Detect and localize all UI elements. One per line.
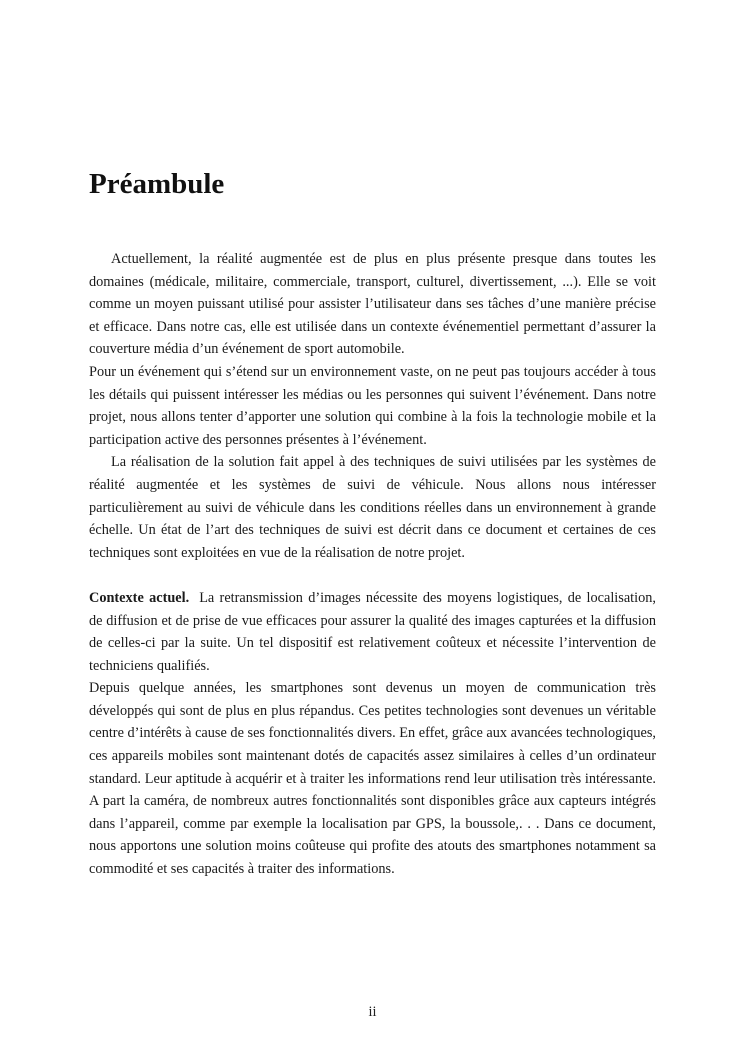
page-number: ii [368, 1004, 377, 1020]
paragraph-solution: La réalisation de la solution fait appel à des techniques de suivi utilisées par les systèmes de réalité augmentée et les systèmes de suivi de véhicule. Nous allons nous intéresser particulièrement au suivi de véhicule dans les conditions réelles dans un environnement à grande échelle. Un état de l’art des techniques de suivi est décrit dans ce document et certaines de ces techniques sont exploitées en vue de la réalisation de notre projet. [89, 454, 656, 561]
section-context-first [89, 587, 656, 677]
paragraph-intro: Actuellement, la réalité augmentée est de plus en plus présente presque dans toutes les domaines (médicale, militaire, commerciale, transport, culturel, divertissement, ...). Elle se voit comme un moyen puissant utilisé pour assister l’utilisateur dans ses tâches d’une manière précise et efficace. Dans notre cas, elle est utilisée dans un contexte événementiel permettant d’assurer la couverture média d’un événement de sport automobile. [89, 251, 656, 358]
chapter-title: Préambule [89, 168, 225, 200]
section-heading: Contexte actuel. [89, 589, 190, 606]
section-paragraph: La retransmission d’images nécessite des moyens logistiques, de localisation, de diffusion et de prise de vue efficaces pour assurer la qualité des images capturées et la diffusion de celles-ci par la suite. Un tel dispositif est relativement coûteux et nécessite l’intervention de techniciens qualifiés. [89, 589, 657, 674]
paragraph-smartphones: Depuis quelque années, les smartphones sont devenus un moyen de communication très développés qui sont de plus en plus répandus. Ces petites technologies sont devenues un véritable centre d’intérêts à cause de ses fonctionnalités divers. En effet, grâce aux avancées technologiques, ces appareils mobiles sont maintenant dotés de capacités assez similaires à celles d’un ordinateur standard. Leur aptitude à acquérir et à traiter les informations rend leur utilisation très intéressante. A part la caméra, de nombreux autres fonctionnalités sont disponibles grâce aux capteurs intégrés dans l’appareil, comme par exemple la localisation par GPS, la boussole,. . . Dans ce document, nous apportons une solution moins coûteuse qui profite des atouts des smartphones notamment sa commodité et ses capacités à traiter des informations. [89, 680, 656, 878]
paragraph-event: Pour un événement qui s’étend sur un environnement vaste, on ne peut pas toujours accéder à tous les détails qui puissent intéresser les médias ou les personnes qui suivent l’événement. Dans notre projet, nous allons tenter d’apporter une solution qui combine à la fois la technologie mobile et la participation active des personnes présentes à l’événement. [89, 363, 656, 448]
body-text [89, 248, 656, 881]
